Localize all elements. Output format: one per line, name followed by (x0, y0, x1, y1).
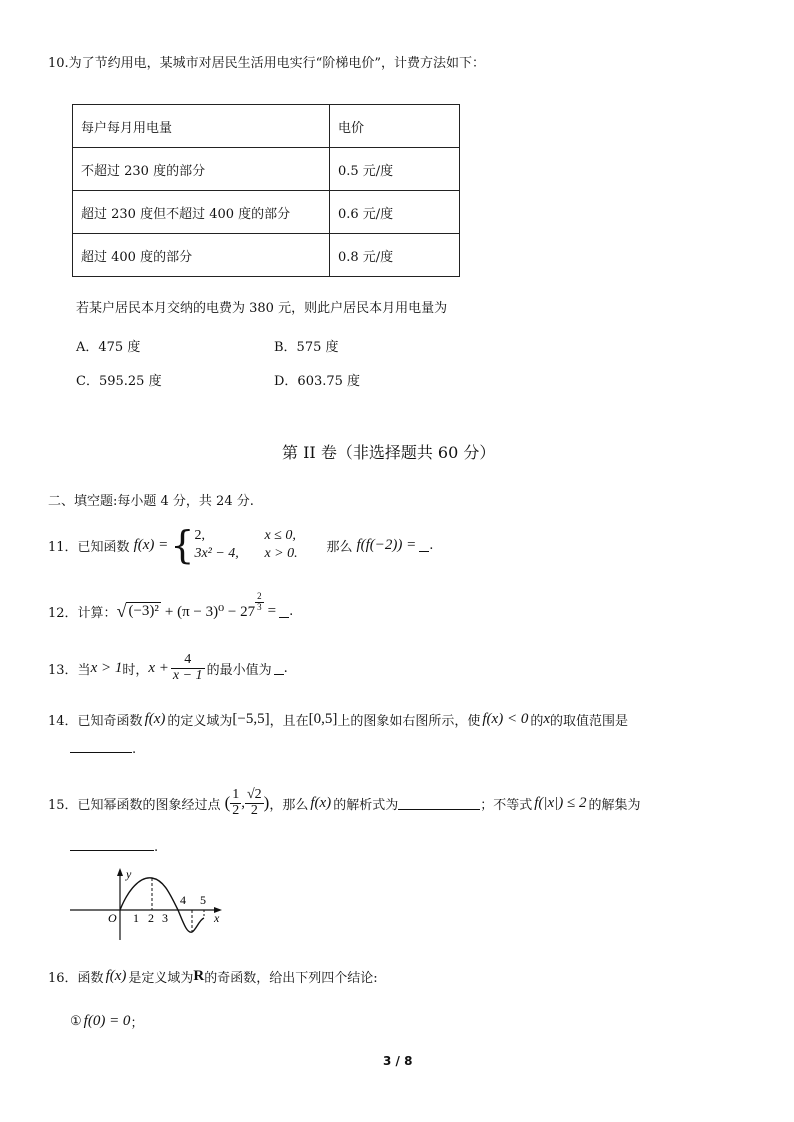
q12-exponent (255, 592, 264, 612)
table-cell: 超过 230 度但不超过 400 度的部分 (73, 191, 330, 234)
q15-pt-y (245, 788, 264, 818)
q12-exp-den: 3 (257, 601, 262, 612)
q14-p5: 的 (530, 714, 544, 729)
q15-p5: 的解集为 (588, 797, 641, 813)
q14-var: x (543, 711, 551, 727)
page-number: 3 / 8 (383, 1054, 413, 1068)
answer-blank[interactable] (398, 797, 480, 810)
q12-end: . (289, 603, 294, 619)
q10-option-d: D．603.75 度 (274, 374, 361, 389)
answer-blank[interactable] (274, 662, 284, 675)
q15-p2: ，那么 (269, 797, 309, 813)
q11 (48, 520, 433, 570)
q13-end: . (283, 660, 288, 676)
q13-frac-den: x − 1 (172, 667, 203, 683)
section-title: 第 II 卷（非选择题共 60 分） (282, 443, 496, 462)
q14-p1: 已知奇函数 (77, 714, 143, 729)
q10-option-a: A．475 度 (76, 340, 141, 355)
q13-post: 的最小值为 (206, 662, 272, 678)
q13-lead: x + (148, 659, 169, 676)
q11-cases (194, 528, 324, 562)
table-row (73, 191, 460, 234)
q15-ineq: f(|x|) ≤ 2 (534, 794, 587, 811)
q12-exp-num: 2 (257, 591, 262, 602)
q12-radicand: (−3)² (128, 603, 159, 619)
q11-number: 11． (48, 539, 78, 555)
answer-blank[interactable] (419, 539, 429, 552)
q11-mid: 那么 (326, 539, 353, 555)
q16-item1 (70, 1012, 143, 1031)
q14-number: 14． (48, 714, 78, 729)
q14-p6: 的取值范围是 (550, 714, 629, 729)
q15-pt-x (230, 788, 241, 818)
q12-pre: 计算： (77, 605, 117, 621)
q11-end: . (429, 537, 434, 553)
q13-fraction (171, 653, 205, 683)
q13 (48, 648, 288, 688)
q12 (48, 591, 294, 626)
table-cell: 不超过 230 度的部分 (73, 148, 330, 191)
q16-item1-expr: f(0) = 0 (83, 1013, 131, 1029)
q16-fx: f(x) (105, 968, 127, 984)
q16-p2: 是定义域为 (128, 971, 194, 986)
q11-brace: { (170, 523, 195, 567)
q14 (48, 710, 628, 729)
answer-blank[interactable] (70, 740, 132, 753)
q12-eq: = (267, 602, 277, 619)
q14-domain: [−5,5] (232, 711, 270, 727)
tick-label: 4 (180, 893, 186, 907)
q15-pt-x-num: 1 (232, 786, 240, 802)
tick-label: 3 (162, 911, 168, 925)
table-row (73, 105, 460, 148)
x-label: x (214, 911, 220, 925)
q11-case2-cond: x > 0. (264, 546, 298, 561)
table-header-cell: 每户每月用电量 (73, 105, 330, 148)
y-axis-arrow (117, 868, 123, 876)
q16-p1: 函数 (77, 971, 104, 986)
q15-number: 15． (48, 797, 78, 813)
q13-frac-num: 4 (171, 653, 205, 669)
q15 (48, 782, 641, 824)
q10-question: 若某户居民本月交纳的电费为 380 元，则此户居民本月用电量为 (76, 301, 448, 316)
table-row (73, 148, 460, 191)
q14-interval: [0,5] (308, 711, 338, 727)
q16-p3: 的奇函数，给出下列四个结论: (204, 971, 378, 986)
table-row (73, 234, 460, 277)
q16-r: R (193, 968, 205, 984)
q14-end: . (132, 742, 137, 757)
sqrt-sign: √ (116, 600, 127, 621)
q13-cond: x > 1 (90, 659, 123, 676)
q16 (48, 967, 378, 986)
q11-case1-cond: x ≤ 0, (264, 528, 296, 543)
q15-p1: 已知幂函数的图象经过点 (77, 797, 221, 813)
q13-mid: 时， (122, 662, 149, 678)
q15-pt-close: ) (263, 793, 270, 812)
q14-ineq: f(x) < 0 (482, 711, 529, 727)
q15-pt-y-num: √2 (246, 786, 262, 802)
q16-number: 16． (48, 971, 78, 986)
q10-option-b: B．575 度 (274, 340, 339, 355)
q11-case2-expr: 3x² − 4, (194, 546, 239, 561)
y-label: y (126, 867, 132, 881)
table-cell: 0.6 元/度 (330, 191, 460, 234)
tick-label: 2 (148, 911, 154, 925)
q15-pt-comma: , (241, 794, 245, 811)
q11-fx: f(x) = (133, 536, 169, 553)
q14-answer-line (70, 740, 136, 757)
q15-pt-y-den: 2 (250, 802, 258, 818)
section-intro: 二、填空题:每小题 4 分，共 24 分. (48, 494, 254, 509)
q10-option-c: C．595.25 度 (76, 374, 162, 389)
q16-item1-end: ； (130, 1016, 144, 1031)
q15-answer-line (70, 838, 158, 855)
table-header-cell: 电价 (330, 105, 460, 148)
q14-p2: 的定义域为 (167, 714, 233, 729)
q14-fx: f(x) (144, 711, 166, 727)
answer-blank[interactable] (279, 605, 289, 618)
q11-ask: f(f(−2)) = (356, 536, 417, 553)
table-cell: 0.5 元/度 (330, 148, 460, 191)
q11-case1-expr: 2, (194, 528, 205, 543)
q15-p4: ；不等式 (480, 797, 533, 813)
tick-label: 1 (133, 911, 139, 925)
q13-number: 13． (48, 662, 78, 678)
q15-p3: 的解析式为 (333, 797, 399, 813)
q15-end: . (154, 840, 159, 855)
q14-p3: ，且在 (269, 714, 309, 729)
q12-number: 12． (48, 605, 78, 621)
q16-item1-mark: ① (70, 1014, 82, 1029)
table-cell: 0.8 元/度 (330, 234, 460, 277)
q14-p4: 上的图象如右图所示，使 (337, 714, 481, 729)
q15-fx: f(x) (310, 794, 332, 811)
origin-label: O (108, 911, 117, 925)
q13-pre: 当 (77, 662, 91, 678)
q12-rest: + (π − 3)⁰ − 27 (164, 603, 256, 620)
price-table (72, 104, 460, 277)
q15-pt-open: ( (224, 793, 231, 812)
tick-label: 5 (200, 893, 206, 907)
function-graph (66, 864, 226, 944)
q11-pre: 已知函数 (77, 539, 130, 555)
answer-blank[interactable] (70, 838, 154, 851)
q15-pt-x-den: 2 (232, 802, 240, 818)
q10-stem: 10.为了节约用电，某城市对居民生活用电实行“阶梯电价”，计费方法如下： (48, 56, 485, 71)
table-cell: 超过 400 度的部分 (73, 234, 330, 277)
